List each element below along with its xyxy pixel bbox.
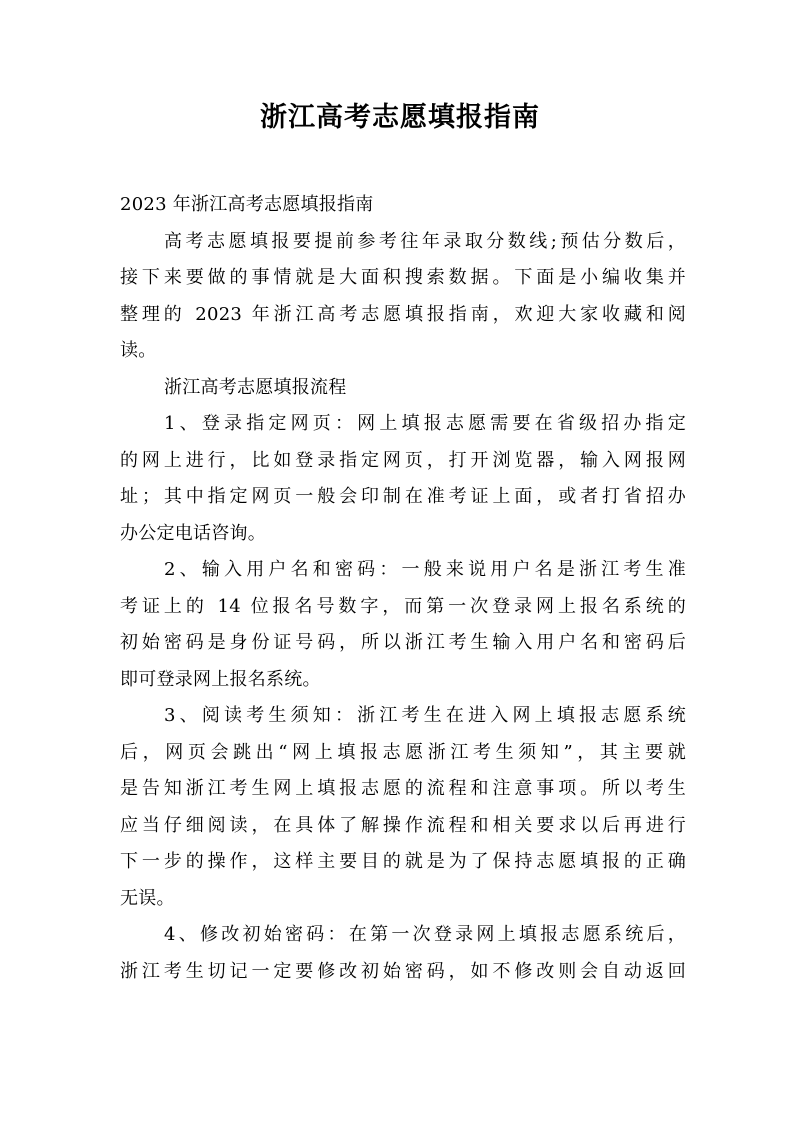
paragraph-line: 高考志愿填报要提前参考往年录取分数线;预估分数后， (164, 230, 686, 252)
document-body (120, 187, 686, 990)
paragraph-line: 浙江高考志愿填报流程 (164, 376, 347, 398)
paragraph-intro (120, 224, 686, 370)
document-subtitle: 2023 年浙江高考志愿填报指南 (120, 194, 374, 215)
paragraph-line: 办公定电话咨询。 (120, 522, 266, 544)
paragraph-step-4 (120, 917, 686, 990)
paragraph-line: 浙江考生切记一定要修改初始密码，如不修改则会自动返回 (120, 960, 686, 982)
paragraph-line: 是告知浙江考生网上填报志愿的流程和注意事项。所以考生 (120, 778, 686, 799)
paragraph-step-2 (120, 552, 686, 698)
paragraph-line: 3、阅读考生须知：浙江考生在进入网上填报志愿系统 (164, 705, 686, 726)
paragraph-line: 初始密码是身份证号码，所以浙江考生输入用户名和密码后 (120, 632, 686, 653)
paragraph-line: 应当仔细阅读，在具体了解操作流程和相关要求以后再进行 (120, 814, 686, 836)
paragraph-line: 址；其中指定网页一般会印制在准考证上面，或者打省招办 (120, 486, 686, 507)
paragraph-line: 接下来要做的事情就是大面积搜索数据。下面是小编收集并 (120, 267, 686, 288)
paragraph-line: 下一步的操作，这样主要目的就是为了保持志愿填报的正确 (120, 851, 686, 872)
paragraph-line: 即可登录网上报名系统。 (120, 668, 321, 690)
paragraph-line: 后，网页会跳出“网上填报志愿浙江考生须知”，其主要就 (120, 741, 686, 763)
paragraph-line: 考证上的 14 位报名号数字，而第一次登录网上报名系统的 (120, 595, 686, 617)
paragraph-line: 的网上进行，比如登录指定网页，打开浏览器，输入网报网 (120, 449, 686, 471)
section-heading (120, 370, 686, 407)
paragraph-step-1 (120, 406, 686, 552)
document-title: 浙江高考志愿填报指南 (260, 102, 540, 133)
paragraph-line: 无误。 (120, 887, 175, 909)
paragraph-line: 4、修改初始密码：在第一次登录网上填报志愿系统后， (164, 924, 686, 945)
paragraph-line: 读。 (120, 340, 157, 361)
paragraph-line: 1、登录指定网页：网上填报志愿需要在省级招办指定 (164, 413, 686, 434)
paragraph-step-3 (120, 698, 686, 917)
paragraph-line: 整理的 2023 年浙江高考志愿填报指南，欢迎大家收藏和阅 (120, 303, 686, 325)
paragraph-line: 2、输入用户名和密码：一般来说用户名是浙江考生准 (164, 559, 686, 580)
